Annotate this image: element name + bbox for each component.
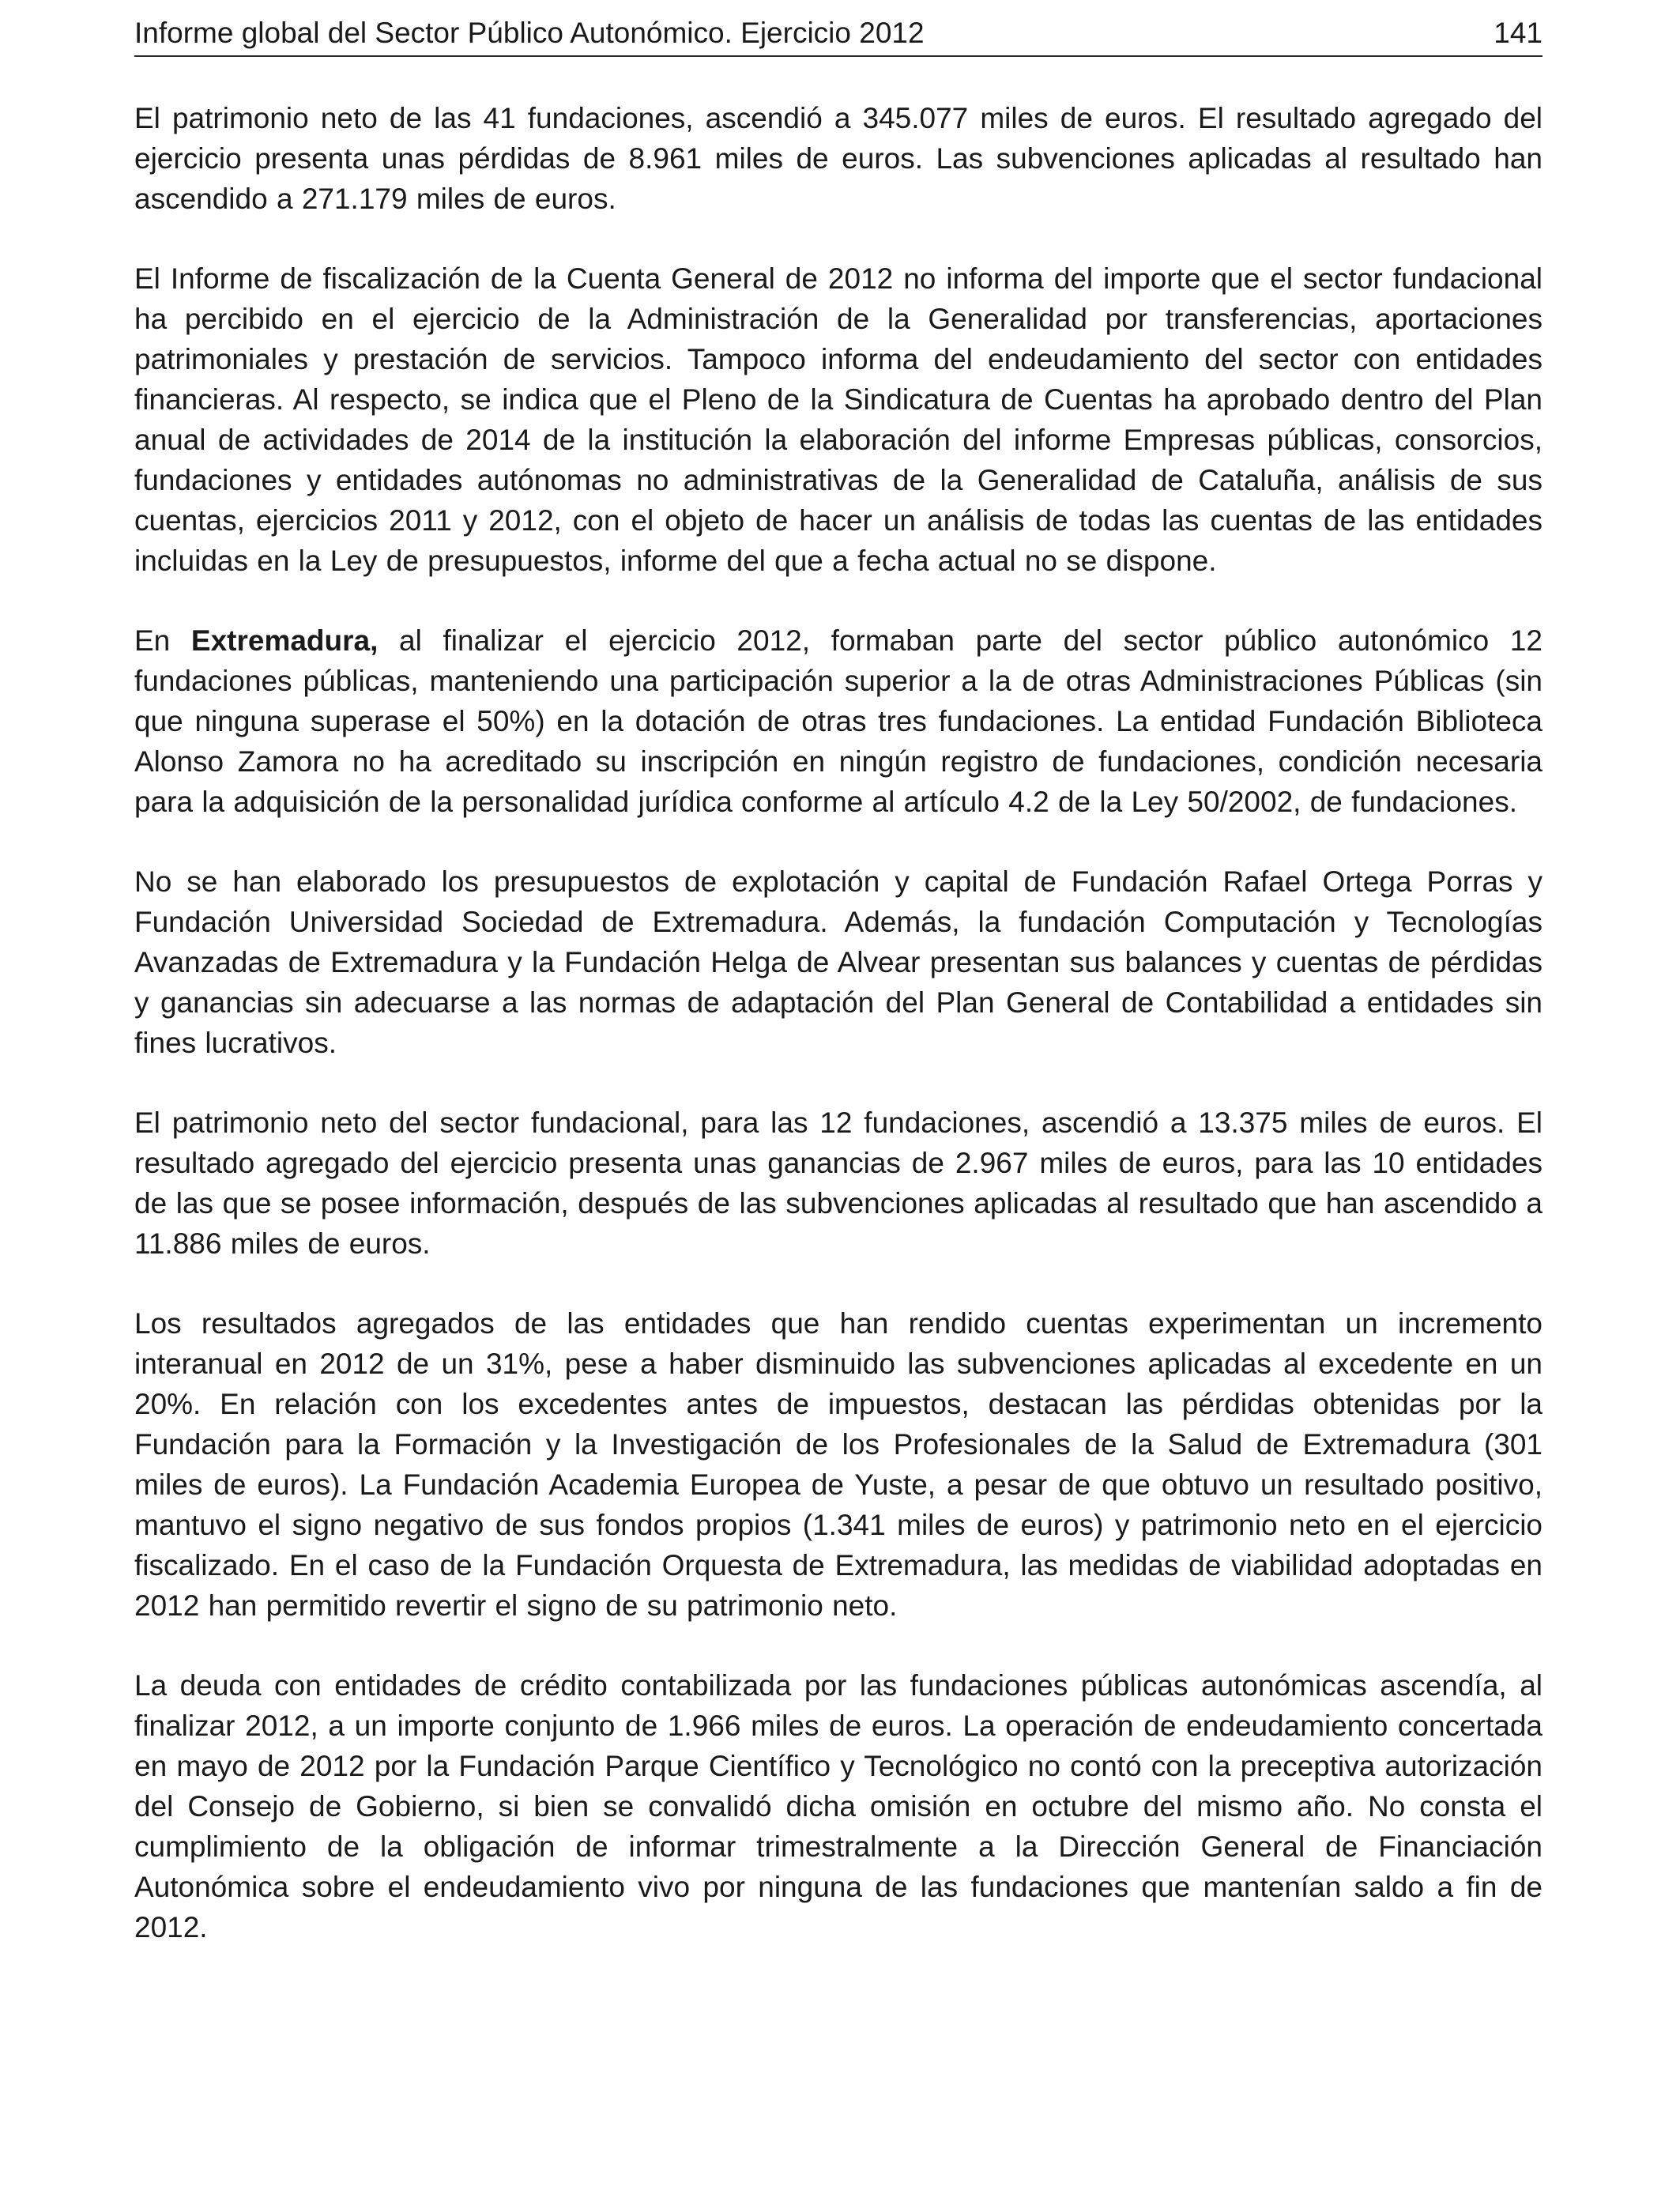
paragraph-resultados-agregados (134, 1303, 1543, 1626)
paragraph-presupuestos (134, 861, 1543, 1063)
paragraph-text: No se han elaborado los presupuestos de explotación y capital de Fundación Rafael Ortega Porras y Fundación Universidad Sociedad de Extremadura. Además, la fundación Computación y Tecnologías Avanzadas de Extremadura y la Fundación Helga de Alvear presentan sus balances y cuentas de pérdidas y ganancias sin adecuarse a las normas de adaptación del Plan General de Contabilidad a entidades sin fines lucrativos. (134, 865, 1543, 1059)
page-number: 141 (1494, 17, 1543, 49)
paragraph-extremadura (134, 620, 1543, 822)
body-text (134, 98, 1543, 1947)
document-page (134, 14, 1543, 1987)
paragraph-text: El patrimonio neto de las 41 fundaciones, ascendió a 345.077 miles de euros. El resultado agregado del ejercicio presenta unas pérdidas de 8.961 miles de euros. Las subvenciones aplicadas al resultado han ascendido a 271.179 miles de euros. (134, 102, 1543, 215)
region-name: Extremadura, (190, 624, 379, 657)
paragraph-text: La deuda con entidades de crédito contabilizada por las fundaciones públicas autonómicas ascendía, al finalizar 2012, a un importe conjunto de 1.966 miles de euros. La operación de endeudamiento concertada en mayo de 2012 por la Fundación Parque Científico y Tecnológico no contó con la preceptiva autorización del Consejo de Gobierno, si bien se convalidó dicha omisión en octubre del mismo año. No consta el cumplimiento de la obligación de informar trimestralmente a la Dirección General de Financiación Autonómica sobre el endeudamiento vivo por ninguna de las fundaciones que mantenían saldo a fin de 2012. (134, 1669, 1543, 1943)
running-header (134, 14, 1543, 57)
paragraph-deuda (134, 1665, 1543, 1947)
paragraph-text: El patrimonio neto del sector fundacional, para las 12 fundaciones, ascendió a 13.375 miles de euros. El resultado agregado del ejercicio presenta unas ganancias de 2.967 miles de euros, para las 10 entidades de las que se posee información, después de las subvenciones aplicadas al resultado que han ascendido a 11.886 miles de euros. (134, 1106, 1543, 1260)
paragraph-lead: En (134, 624, 191, 657)
paragraph-patrimonio-neto (134, 1103, 1543, 1264)
paragraph-informe-fiscalizacion (134, 258, 1543, 581)
paragraph-text: al finalizar el ejercicio 2012, formaban parte del sector público autonómico 12 fundaciones públicas, manteniendo una participación superior a la de otras Administraciones Públicas (sin que ninguna superase el 50%) en la dotación de otras tres fundaciones. La entidad Fundación Biblioteca Alonso Zamora no ha acreditado su inscripción en ningún registro de fundaciones, condición necesaria para la adquisición de la personalidad jurídica conforme al artículo 4.2 de la Ley 50/2002, de fundaciones. (134, 624, 1543, 818)
paragraph-text: Los resultados agregados de las entidades que han rendido cuentas experimentan un incremento interanual en 2012 de un 31%, pese a haber disminuido las subvenciones aplicadas al excedente en un 20%. En relación con los excedentes antes de impuestos, destacan las pérdidas obtenidas por la Fundación para la Formación y la Investigación de los Profesionales de la Salud de Extremadura (301 miles de euros). La Fundación Academia Europea de Yuste, a pesar de que obtuvo un resultado positivo, mantuvo el signo negativo de sus fondos propios (1.341 miles de euros) y patrimonio neto en el ejercicio fiscalizado. En el caso de la Fundación Orquesta de Extremadura, las medidas de viabilidad adoptadas en 2012 han permitido revertir el signo de su patrimonio neto. (134, 1307, 1543, 1622)
paragraph-fundaciones-patrimonio (134, 98, 1543, 219)
header-title: Informe global del Sector Público Autonómico. Ejercicio 2012 (134, 17, 925, 49)
paragraph-text: El Informe de fiscalización de la Cuenta General de 2012 no informa del importe que el sector fundacional ha percibido en el ejercicio de la Administración de la Generalidad por transferencias, aportaciones patrimoniales y prestación de servicios. Tampoco informa del endeudamiento del sector con entidades financieras. Al respecto, se indica que el Pleno de la Sindicatura de Cuentas ha aprobado dentro del Plan anual de actividades de 2014 de la institución la elaboración del informe Empresas públicas, consorcios, fundaciones y entidades autónomas no administrativas de la Generalidad de Cataluña, análisis de sus cuentas, ejercicios 2011 y 2012, con el objeto de hacer un análisis de todas las cuentas de las entidades incluidas en la Ley de presupuestos, informe del que a fecha actual no se dispone. (134, 262, 1543, 577)
